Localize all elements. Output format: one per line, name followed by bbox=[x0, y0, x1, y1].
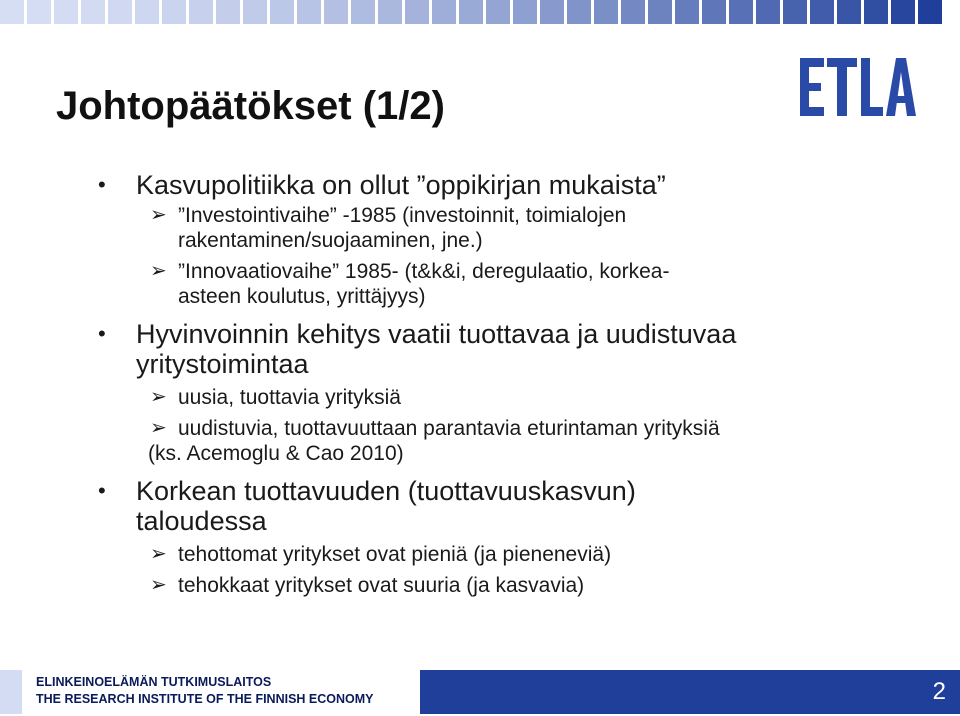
bullet-dot-icon: • bbox=[98, 478, 106, 503]
sub-bullet-item bbox=[96, 416, 896, 466]
band-square bbox=[243, 0, 267, 24]
sub-bullet-line: rakentaminen/suojaaminen, jne.) bbox=[178, 229, 483, 252]
arrow-bullet-icon: ➢ bbox=[150, 574, 167, 596]
band-square bbox=[459, 0, 483, 24]
sub-bullet-item bbox=[96, 203, 896, 253]
band-square bbox=[135, 0, 159, 24]
sub-bullet-line: tehottomat yritykset ovat pieniä (ja pieneneviä) bbox=[178, 543, 612, 566]
slide-title: Johtopäätökset (1/2) bbox=[56, 84, 445, 128]
sub-bullet-line: uudistuvia, tuottavuuttaan parantavia eturintaman yrityksiä bbox=[178, 417, 720, 440]
arrow-bullet-icon: ➢ bbox=[150, 204, 167, 226]
band-square bbox=[729, 0, 753, 24]
bullet-item bbox=[96, 170, 896, 200]
sub-bullet-line: asteen koulutus, yrittäjyys) bbox=[178, 285, 426, 308]
band-square bbox=[918, 0, 942, 24]
bullet-list bbox=[96, 170, 896, 598]
band-square bbox=[810, 0, 834, 24]
footer-band bbox=[0, 666, 960, 716]
bullet-dot-icon: • bbox=[98, 321, 106, 346]
footer-line-fi: ELINKEINOELÄMÄN TUTKIMUSLAITOS bbox=[36, 675, 272, 689]
band-square bbox=[783, 0, 807, 24]
bullet-text-line: Korkean tuottavuuden (tuottavuuskasvun) bbox=[136, 476, 636, 506]
sub-bullet-line: tehokkaat yritykset ovat suuria (ja kasvavia) bbox=[178, 574, 585, 597]
band-square bbox=[162, 0, 186, 24]
band-square bbox=[864, 0, 888, 24]
band-square bbox=[648, 0, 672, 24]
sub-bullet-item bbox=[96, 385, 896, 410]
band-square bbox=[54, 0, 78, 24]
page-number: 2 bbox=[932, 678, 946, 705]
sub-bullet-line: ”Innovaatiovaihe” 1985- (t&k&i, deregulaatio, korkea- bbox=[178, 260, 670, 283]
sub-bullet-item bbox=[96, 573, 896, 598]
band-square bbox=[108, 0, 132, 24]
band-square bbox=[594, 0, 618, 24]
band-square bbox=[0, 0, 24, 24]
arrow-bullet-icon: ➢ bbox=[150, 260, 167, 282]
sub-bullet-item bbox=[96, 259, 896, 309]
bullet-text-line: taloudessa bbox=[136, 506, 267, 536]
sub-bullet-item bbox=[96, 542, 896, 567]
band-square bbox=[27, 0, 51, 24]
band-square bbox=[702, 0, 726, 24]
band-square bbox=[378, 0, 402, 24]
band-square bbox=[486, 0, 510, 24]
bullet-text-line: Hyvinvoinnin kehitys vaatii tuottavaa ja uudistuvaa bbox=[136, 319, 737, 349]
band-square bbox=[324, 0, 348, 24]
bullet-dot-icon: • bbox=[98, 172, 106, 197]
band-square bbox=[297, 0, 321, 24]
band-square bbox=[216, 0, 240, 24]
band-square bbox=[81, 0, 105, 24]
arrow-bullet-icon: ➢ bbox=[150, 386, 167, 408]
band-square bbox=[405, 0, 429, 24]
sub-bullet-line: ”Investointivaihe” -1985 (investoinnit, toimialojen bbox=[178, 204, 627, 227]
arrow-bullet-icon: ➢ bbox=[150, 543, 167, 565]
band-square bbox=[891, 0, 915, 24]
band-square bbox=[756, 0, 780, 24]
band-square bbox=[351, 0, 375, 24]
band-square bbox=[189, 0, 213, 24]
band-square bbox=[621, 0, 645, 24]
bullet-item bbox=[96, 476, 896, 536]
band-square bbox=[513, 0, 537, 24]
etla-logo bbox=[800, 56, 916, 118]
band-square bbox=[432, 0, 456, 24]
bullet-text-line: yritystoimintaa bbox=[136, 349, 309, 379]
bullet-text: Kasvupolitiikka on ollut ”oppikirjan mukaista” bbox=[136, 170, 666, 200]
top-decorative-band bbox=[0, 0, 960, 28]
band-square bbox=[567, 0, 591, 24]
band-square bbox=[837, 0, 861, 24]
sub-bullet-line: uusia, tuottavia yrityksiä bbox=[178, 386, 401, 409]
footer-line-en: THE RESEARCH INSTITUTE OF THE FINNISH ECONOMY bbox=[36, 692, 374, 706]
band-square bbox=[675, 0, 699, 24]
bullet-item bbox=[96, 319, 896, 379]
footer-institute bbox=[36, 674, 374, 708]
band-square bbox=[540, 0, 564, 24]
sub-bullet-line: (ks. Acemoglu & Cao 2010) bbox=[148, 442, 404, 465]
arrow-bullet-icon: ➢ bbox=[150, 417, 167, 439]
band-square bbox=[270, 0, 294, 24]
